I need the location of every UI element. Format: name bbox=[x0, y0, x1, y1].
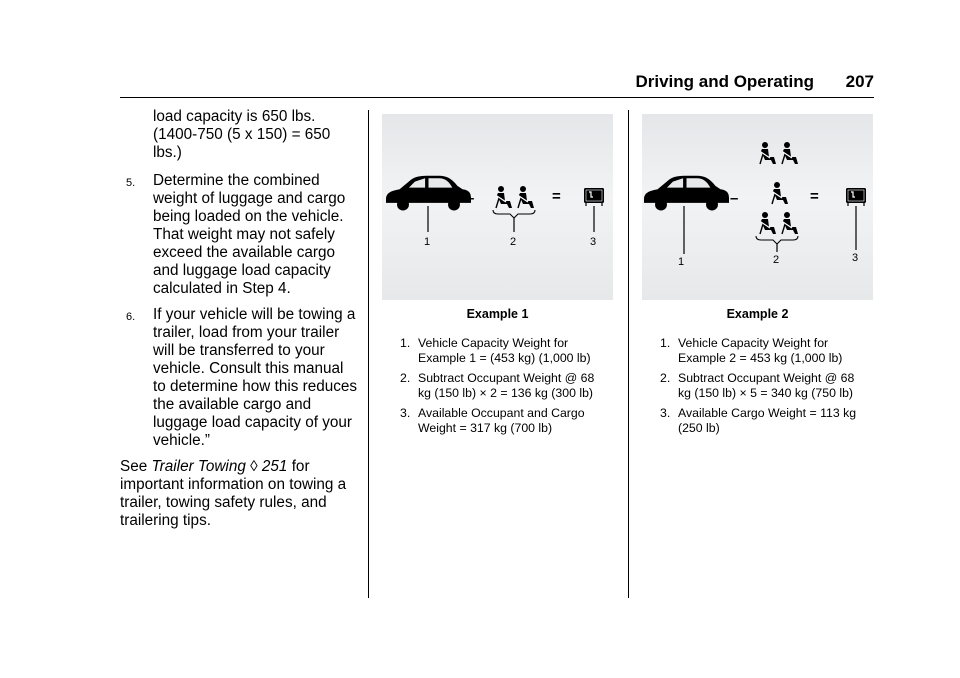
list-number: 3. bbox=[660, 406, 671, 421]
group-brace bbox=[756, 236, 798, 244]
page-number: 207 bbox=[845, 72, 874, 91]
seated-occupant-belt-icon bbox=[782, 142, 798, 164]
step-item bbox=[120, 306, 360, 450]
minus-operator: – bbox=[730, 190, 739, 207]
list-number: 3. bbox=[400, 406, 411, 421]
example-2-diagram bbox=[642, 114, 873, 300]
seated-occupant-belt-icon bbox=[760, 142, 776, 164]
page-ref-number[interactable]: 251 bbox=[261, 458, 288, 475]
list-number: 1. bbox=[660, 336, 671, 350]
equals-operator: = bbox=[552, 188, 561, 205]
list-number: 2. bbox=[400, 371, 411, 386]
list-item bbox=[394, 406, 606, 435]
list-item bbox=[394, 371, 606, 400]
callout-number: 1 bbox=[678, 256, 685, 268]
list-text: Subtract Occupant Weight @ 68 kg (150 lb) × 5 = 340 kg (750 lb) bbox=[678, 371, 855, 400]
page-ref-arrow-icon: ◊ bbox=[250, 458, 258, 475]
list-text: Vehicle Capacity Weight for Example 2 = 453 kg (1,000 lb) bbox=[678, 336, 843, 365]
car-silhouette-icon bbox=[386, 176, 471, 211]
luggage-cargo-icon bbox=[584, 188, 604, 206]
callout-number: 3 bbox=[590, 236, 597, 248]
step-item bbox=[120, 172, 360, 298]
example-2-list bbox=[654, 336, 866, 442]
equals-operator: = bbox=[810, 188, 819, 205]
list-text: Subtract Occupant Weight @ 68 kg (150 lb) × 2 = 136 kg (300 lb) bbox=[418, 371, 595, 400]
trailer-towing-link[interactable]: Trailer Towing bbox=[151, 458, 246, 475]
list-text: Available Occupant and Cargo Weight = 317 kg (700 lb) bbox=[418, 406, 585, 435]
example-1-diagram bbox=[382, 114, 613, 300]
column-divider bbox=[628, 110, 629, 598]
example-1-caption: Example 1 bbox=[466, 307, 529, 321]
example-2-caption: Example 2 bbox=[726, 307, 789, 321]
group-brace bbox=[493, 210, 535, 218]
see-also-paragraph bbox=[120, 458, 360, 530]
seated-occupant-belt-icon bbox=[760, 212, 776, 234]
column-divider bbox=[368, 110, 369, 598]
step-number: 6. bbox=[126, 311, 136, 323]
list-number: 2. bbox=[660, 371, 671, 386]
list-number: 1. bbox=[400, 336, 411, 350]
seated-occupant-belt-icon bbox=[772, 182, 788, 204]
step-text: If your vehicle will be towing a trailer, load from your trailer will be transferred to your vehicle. Consult this manual to determine how this reduces the available cargo and luggage load capacity of your vehicle.” bbox=[153, 306, 358, 449]
step-number: 5. bbox=[126, 177, 136, 189]
example-1-list bbox=[394, 336, 606, 442]
seated-occupant-belt-icon bbox=[496, 186, 512, 208]
header-rule bbox=[120, 97, 874, 98]
seated-occupant-belt-icon bbox=[518, 186, 534, 208]
see-suffix: for important information on towing a trailer, towing safety rules, and trailering tips. bbox=[120, 458, 347, 529]
list-text: Vehicle Capacity Weight for Example 1 = (453 kg) (1,000 lb) bbox=[418, 336, 591, 365]
see-prefix: See bbox=[120, 458, 148, 475]
example-1-figure bbox=[382, 114, 613, 300]
luggage-cargo-icon bbox=[846, 188, 866, 206]
text-column bbox=[120, 108, 360, 530]
list-item bbox=[394, 336, 606, 365]
callout-number: 3 bbox=[852, 252, 859, 264]
list-item bbox=[654, 371, 866, 400]
step-text: Determine the combined weight of luggage and cargo being loaded on the vehicle. That weight may not safely exceed the available cargo and luggage load capacity calculated in Step 4. bbox=[153, 172, 346, 297]
list-item bbox=[654, 336, 866, 365]
section-title: Driving and Operating bbox=[635, 72, 814, 91]
callout-number: 1 bbox=[424, 236, 431, 248]
list-item bbox=[654, 406, 866, 435]
seated-occupant-belt-icon bbox=[782, 212, 798, 234]
example-2-figure bbox=[642, 114, 873, 300]
list-text: Available Cargo Weight = 113 kg (250 lb) bbox=[678, 406, 857, 435]
callout-number: 2 bbox=[773, 254, 780, 266]
page-header bbox=[120, 70, 874, 98]
minus-operator: – bbox=[466, 190, 475, 207]
car-silhouette-icon bbox=[644, 176, 729, 211]
callout-number: 2 bbox=[510, 236, 517, 248]
continuation-paragraph: load capacity is 650 lbs. (1400-750 (5 x 150) = 650 lbs.) bbox=[153, 108, 331, 161]
